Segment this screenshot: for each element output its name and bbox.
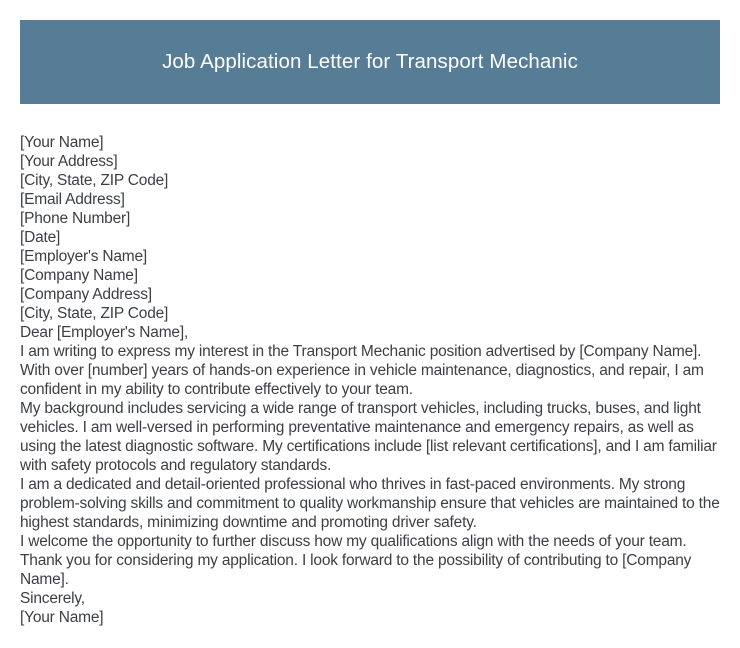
employer-name-line: [Employer's Name] [20,248,148,265]
sender-phone-line: [Phone Number] [20,210,131,227]
company-name-line: [Company Name] [20,267,138,284]
document-title: Job Application Letter for Transport Mechanic [162,50,578,73]
letter-paragraph-background: My background includes servicing a wide range of transport vehicles, including trucks, buses, and light vehicles. I am well-versed in performing preventative maintenance and emergency repairs, as well as using the latest diagnostic software. My certifications include [list relevant certifications], and I am familiar with safety protocols and regulatory standards. [20,400,717,474]
salutation-line: Dear [Employer's Name], [20,324,189,341]
letter-paragraph-qualities: I am a dedicated and detail-oriented professional who thrives in fast-paced environments. My strong problem-solving skills and commitment to quality workmanship ensure that vehicles are maintained to the highest standards, minimizing downtime and promoting driver safety. [20,476,720,531]
sender-email-line: [Email Address] [20,191,125,208]
company-address-line: [Company Address] [20,286,152,303]
signature-line: [Your Name] [20,609,104,626]
letter-paragraph-intro: I am writing to express my interest in the Transport Mechanic position advertised by [Company Name]. With over [number] years of hands-on experience in vehicle maintenance, diagnostics, and repair, I am confident in my ability to contribute effectively to your team. [20,343,704,398]
closing-line: Sincerely, [20,590,85,607]
sender-city-line: [City, State, ZIP Code] [20,172,169,189]
sender-address-line: [Your Address] [20,153,118,170]
company-city-line: [City, State, ZIP Code] [20,305,169,322]
date-line: [Date] [20,229,61,246]
letter-paragraph-closing-thanks: I welcome the opportunity to further discuss how my qualifications align with the needs of your team. Thank you for considering my application. I look forward to the possibility of contributing to [Company Name]. [20,533,692,588]
sender-name-line: [Your Name] [20,134,104,151]
document-header-banner [20,20,720,104]
letter-body [20,133,732,627]
